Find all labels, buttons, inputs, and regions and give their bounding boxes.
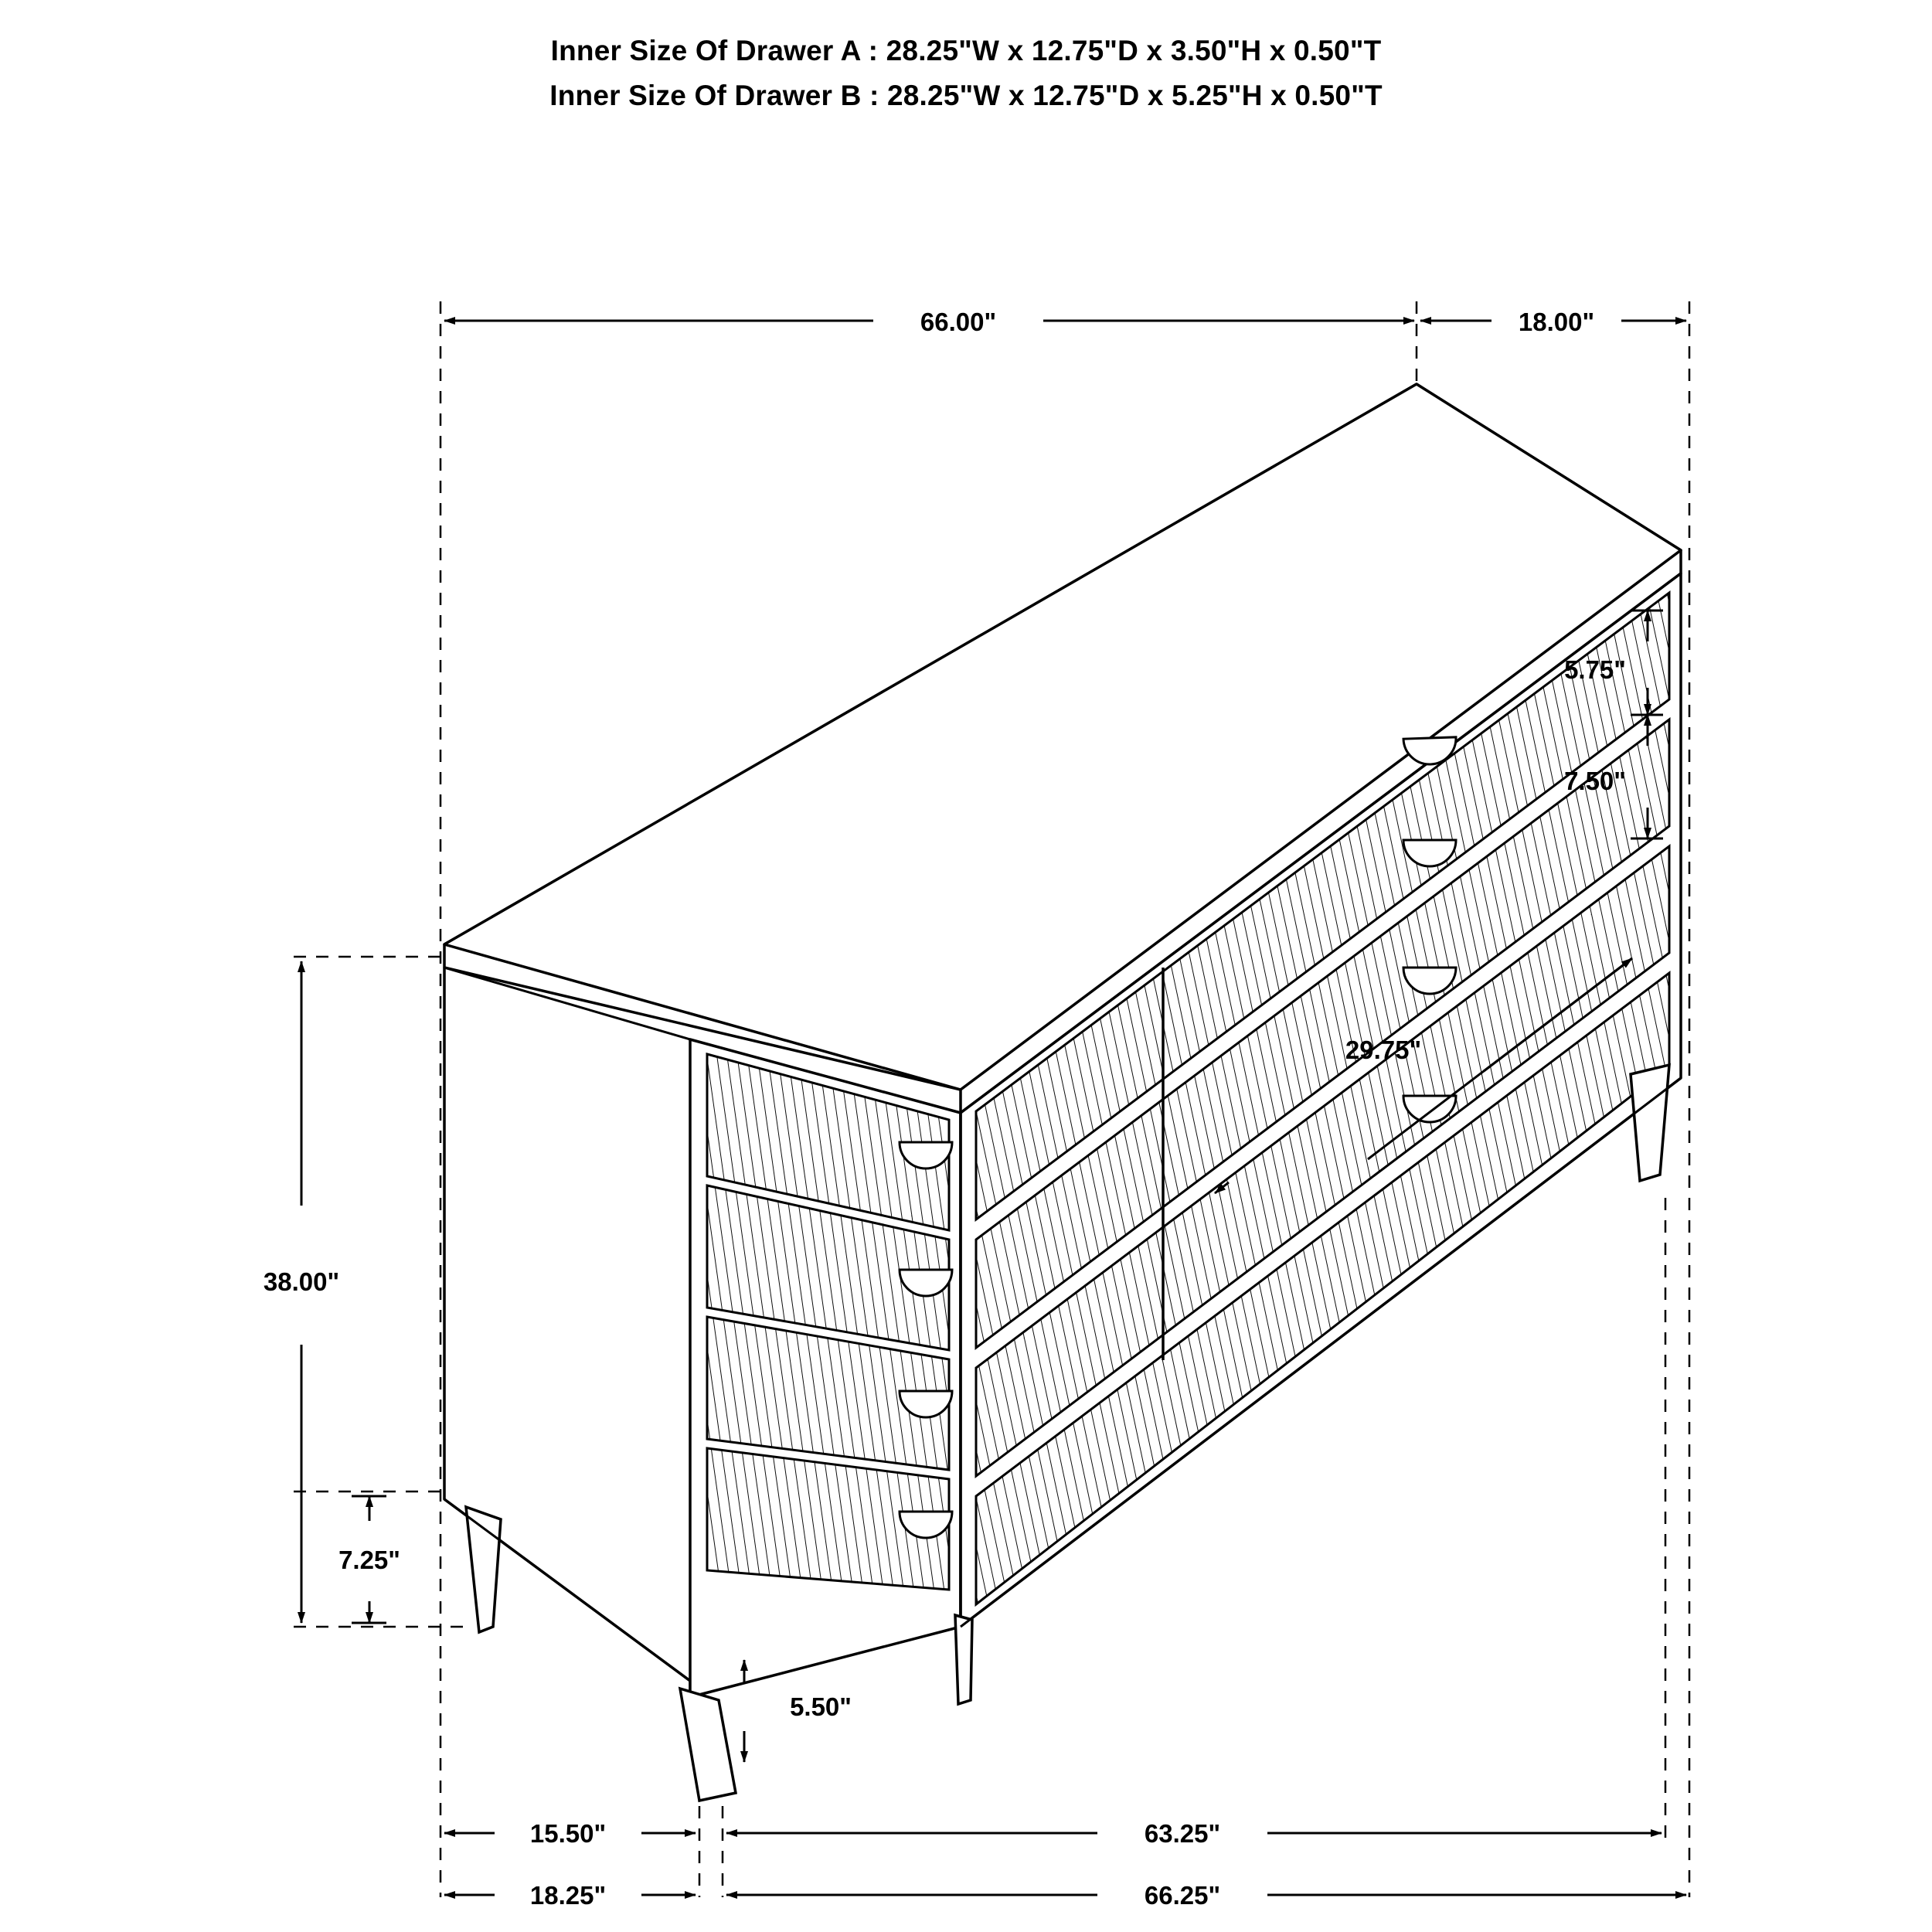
- label-leg-height: 5.50": [790, 1692, 852, 1721]
- label-base-front-width: 63.25": [1144, 1819, 1221, 1848]
- label-total-height: 38.00": [263, 1267, 340, 1296]
- label-side-panel: 29.75": [1345, 1036, 1422, 1064]
- label-leg-section-height: 7.25": [338, 1546, 400, 1574]
- label-top-width: 66.00": [920, 308, 997, 336]
- drawer-a-spec: Inner Size Of Drawer A : 28.25"W x 12.75"D x 3.50"H x 0.50"T: [550, 35, 1382, 66]
- label-bottom-left-offset: 18.25": [529, 1881, 607, 1910]
- label-drawer-top-height: 5.75": [1564, 655, 1626, 684]
- label-drawer-second-height: 7.50": [1564, 767, 1626, 795]
- drawer-b-spec: Inner Size Of Drawer B : 28.25"W x 12.75"D x 5.25"H x 0.50"T: [549, 80, 1383, 111]
- label-top-depth: 18.00": [1518, 308, 1595, 336]
- label-base-left-offset: 15.50": [529, 1819, 607, 1848]
- label-bottom-overall-width: 66.25": [1144, 1881, 1221, 1910]
